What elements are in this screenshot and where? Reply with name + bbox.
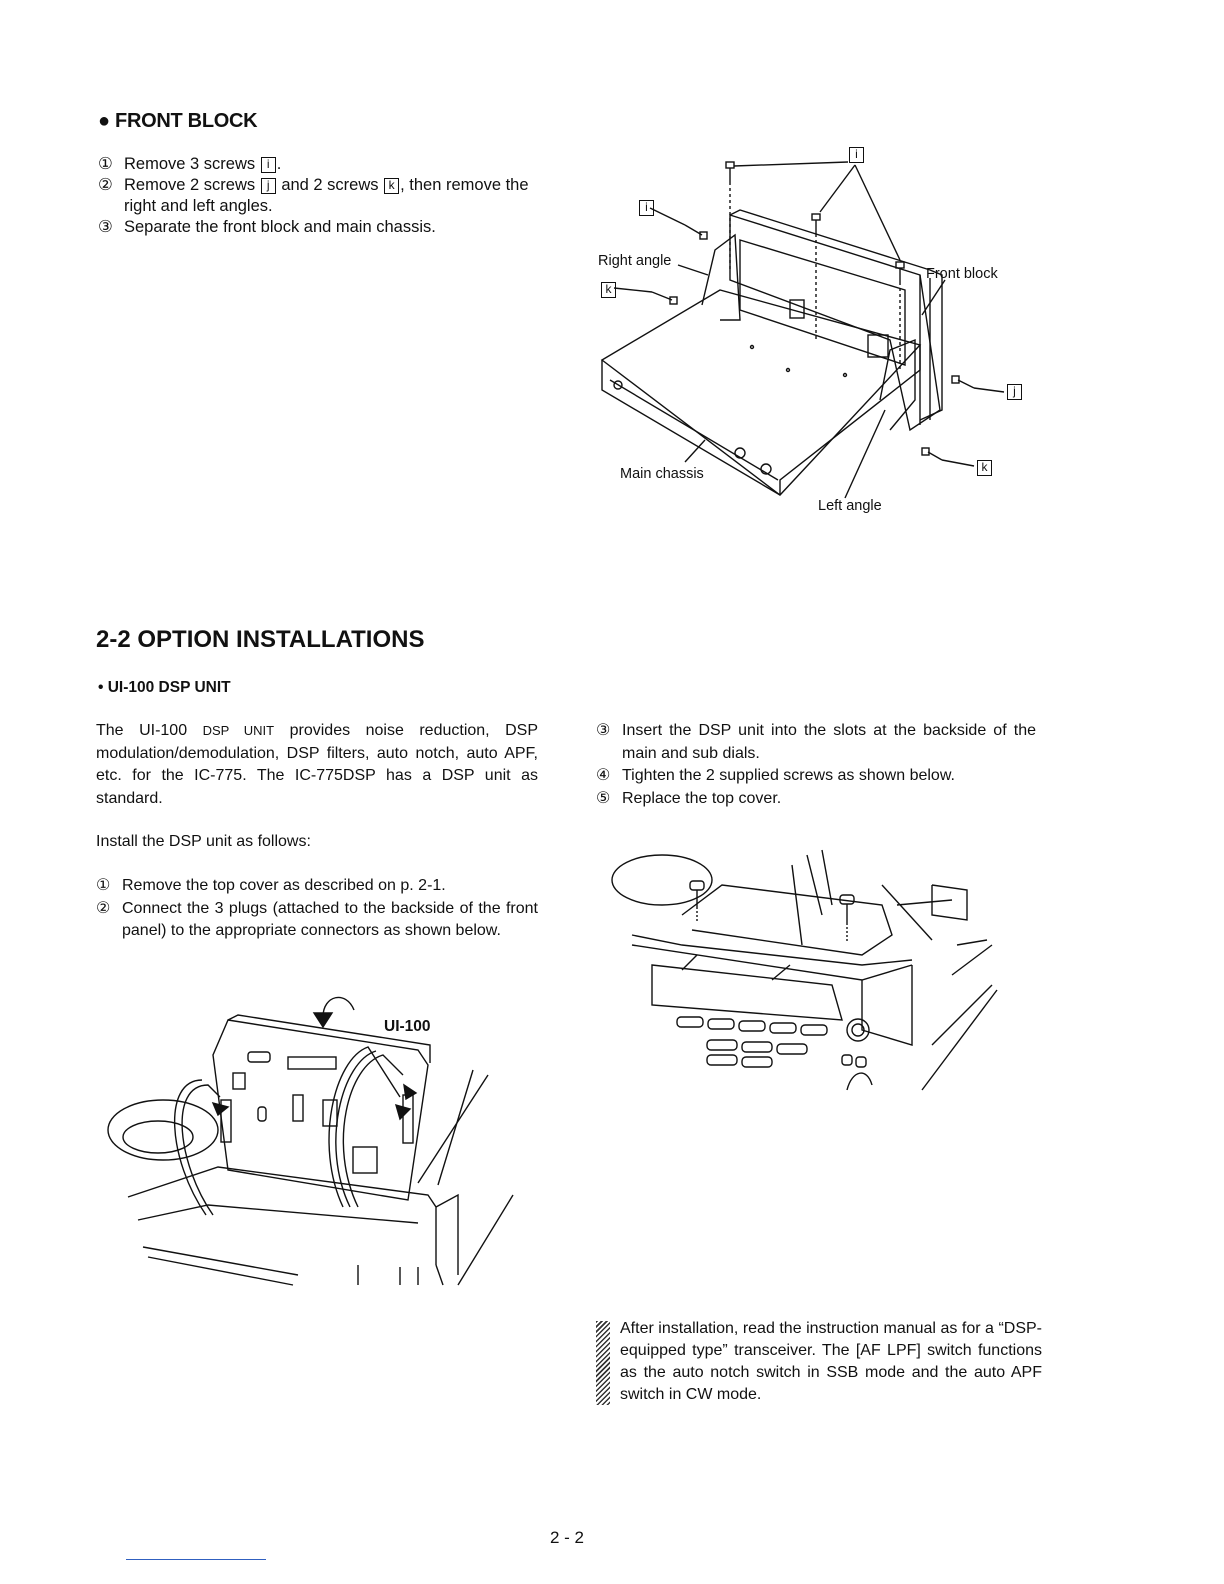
- board-chip: [288, 1057, 336, 1069]
- callout-i-left: i: [639, 200, 654, 216]
- arrow-icon: [213, 1103, 228, 1115]
- chassis-edge: [418, 1075, 488, 1183]
- intro-text-smallcaps: DSP UNIT: [202, 723, 275, 738]
- board-chip: [258, 1107, 266, 1121]
- button: [707, 1040, 737, 1050]
- screw-icon: [812, 214, 820, 234]
- page-number: 2 - 2: [550, 1528, 585, 1547]
- screw-icon: [726, 162, 734, 182]
- ui100-board: [213, 1020, 428, 1200]
- callout-j-right: j: [1007, 384, 1022, 400]
- panel-line: [957, 940, 987, 945]
- knob: [847, 1019, 869, 1041]
- step-text: Remove 3 screws: [124, 155, 256, 173]
- front-block-outer: [730, 210, 942, 420]
- front-step-1: [98, 154, 554, 175]
- button: [770, 1023, 796, 1033]
- step-number: ③: [98, 218, 113, 236]
- button: [801, 1025, 827, 1035]
- leader-line: [942, 460, 974, 466]
- step-number: ①: [98, 155, 113, 173]
- step-number: ①: [96, 877, 111, 894]
- step-text: .: [276, 155, 282, 173]
- note-text: After installation, read the instruction manual as for a “DSP-equipped type” transceiver. The [AF LPF] switch functions as the auto notch switch in SSB mode and the auto APF switch in CW mode.: [620, 1320, 1042, 1403]
- board-chip: [353, 1147, 377, 1173]
- arrow-icon: [404, 1085, 416, 1099]
- panel-line: [807, 855, 822, 915]
- intro-text: The UI-100: [96, 722, 203, 739]
- panel-line: [897, 900, 952, 905]
- leader-line: [974, 388, 1004, 392]
- board-chip: [293, 1095, 303, 1121]
- step-text: Replace the top cover.: [622, 789, 782, 807]
- step-text: Separate the front block and main chassis.: [124, 218, 436, 236]
- front-step-2: [98, 175, 554, 217]
- screw-icon: [652, 292, 677, 304]
- callout-i-top: i: [849, 147, 864, 163]
- step-text: Connect the 3 plugs (attached to the backside of the front panel) to the appropriate connectors as shown below.: [122, 899, 538, 940]
- button: [739, 1021, 765, 1031]
- chassis-hole: [751, 346, 754, 349]
- step-number: ④: [596, 767, 611, 785]
- step-number: ③: [596, 722, 611, 739]
- screw-callout-box: i: [261, 157, 276, 173]
- callout-k-right: k: [977, 460, 992, 476]
- panel-line: [822, 850, 832, 905]
- step-text: Remove the top cover as described on p. 2-1.: [122, 877, 446, 894]
- board-chip: [248, 1052, 270, 1062]
- chassis-edge: [438, 1070, 473, 1185]
- front-panel-top: [128, 1167, 436, 1265]
- front-block-steps: [98, 154, 554, 238]
- front-block-panel: [730, 215, 940, 430]
- right-angle-bracket: [702, 235, 740, 320]
- install-step-5: [596, 788, 1036, 811]
- section-heading: 2-2 OPTION INSTALLATIONS: [96, 626, 425, 653]
- button: [708, 1019, 734, 1029]
- button: [856, 1057, 866, 1067]
- ui100-label: UI-100: [384, 1018, 431, 1035]
- board-connector: [403, 1095, 413, 1143]
- subsection-heading: • UI-100 DSP UNIT: [98, 679, 231, 696]
- step-number: ②: [98, 176, 113, 194]
- button: [842, 1055, 852, 1065]
- dial-arc: [847, 1073, 872, 1090]
- screw-icon: [896, 262, 904, 282]
- panel-line: [882, 885, 932, 940]
- front-block-diagram: [590, 140, 1030, 520]
- install-line: Install the DSP unit as follows:: [96, 833, 311, 850]
- front-step-3: [98, 217, 554, 238]
- chassis-panel: [862, 965, 912, 1045]
- front-block-heading: ● FRONT BLOCK: [98, 110, 258, 132]
- board-chip: [233, 1073, 245, 1089]
- display-hatch: [682, 955, 697, 970]
- dial-ring: [108, 1100, 218, 1160]
- arrow-icon: [396, 1105, 410, 1119]
- label-front-block: Front block: [926, 266, 998, 282]
- step-text: , then remove the right and left angles.: [124, 176, 529, 215]
- install-step-2: [96, 898, 538, 943]
- screw-callout-box: j: [261, 178, 276, 194]
- install-step-4: [596, 765, 1036, 788]
- leader-line: [650, 208, 685, 225]
- panel-line: [952, 945, 992, 975]
- step-text: Remove 2 screws: [124, 176, 256, 194]
- cable: [343, 1055, 403, 1207]
- ui100-connection-diagram: [118, 985, 518, 1290]
- step-text: Tighten the 2 supplied screws as shown below.: [622, 767, 955, 785]
- label-right-angle: Right angle: [598, 253, 672, 269]
- front-panel: [138, 1205, 418, 1223]
- button: [777, 1044, 807, 1054]
- install-step-3: [596, 720, 1036, 765]
- leader-line: [678, 265, 708, 275]
- button: [742, 1042, 772, 1052]
- chassis-hole: [844, 374, 847, 377]
- chassis-hole: [787, 369, 790, 372]
- intro-text: provides noise reduction, DSP modulation/demodulation, DSP filters, auto notch, auto APF, etc. for the IC-775. The IC-775DSP has a DSP unit as standard.: [96, 722, 539, 807]
- screw-icon: [840, 895, 854, 923]
- step-number: ⑤: [596, 789, 611, 807]
- leader-line: [820, 165, 855, 212]
- side-panel: [436, 1195, 458, 1275]
- leader-line: [845, 410, 885, 498]
- installation-note: [596, 1318, 1042, 1406]
- label-main-chassis: Main chassis: [620, 466, 704, 482]
- chassis-fold: [610, 380, 778, 480]
- step-number: ②: [96, 899, 111, 917]
- label-left-angle: Left angle: [818, 498, 882, 514]
- main-chassis-base: [602, 290, 920, 495]
- install-step-1: [96, 875, 538, 898]
- chassis-edge: [458, 1195, 513, 1285]
- screw-icon: [922, 448, 942, 460]
- panel-line: [792, 865, 802, 945]
- chassis-hole: [735, 448, 745, 458]
- footer-line: [126, 1559, 266, 1560]
- step-text: Insert the DSP unit into the slots at the backside of the main and sub dials.: [622, 722, 1036, 762]
- panel-line: [922, 990, 997, 1090]
- screw-callout-box: k: [384, 178, 399, 194]
- install-steps-right: [596, 720, 1036, 810]
- screw-icon: [690, 881, 704, 907]
- front-panel-line: [436, 1265, 443, 1285]
- left-angle-bracket: [880, 340, 915, 430]
- leader-line: [685, 440, 705, 462]
- dsp-screw-diagram: [622, 845, 1002, 1100]
- install-steps-left: [96, 875, 538, 943]
- leader-line: [614, 288, 652, 292]
- leader-line: [734, 162, 848, 166]
- button: [677, 1017, 703, 1027]
- callout-k-left: k: [601, 282, 616, 298]
- button: [742, 1057, 772, 1067]
- curved-arrow-head-icon: [314, 1013, 332, 1027]
- leader-line: [855, 165, 900, 260]
- note-marker-icon: [596, 1321, 610, 1405]
- side-bracket: [932, 885, 967, 920]
- step-text: and 2 screws: [281, 176, 379, 194]
- intro-paragraph: [96, 720, 538, 810]
- dsp-board: [682, 885, 892, 955]
- screw-icon: [952, 376, 974, 388]
- button: [707, 1055, 737, 1065]
- screw-icon: [685, 225, 707, 239]
